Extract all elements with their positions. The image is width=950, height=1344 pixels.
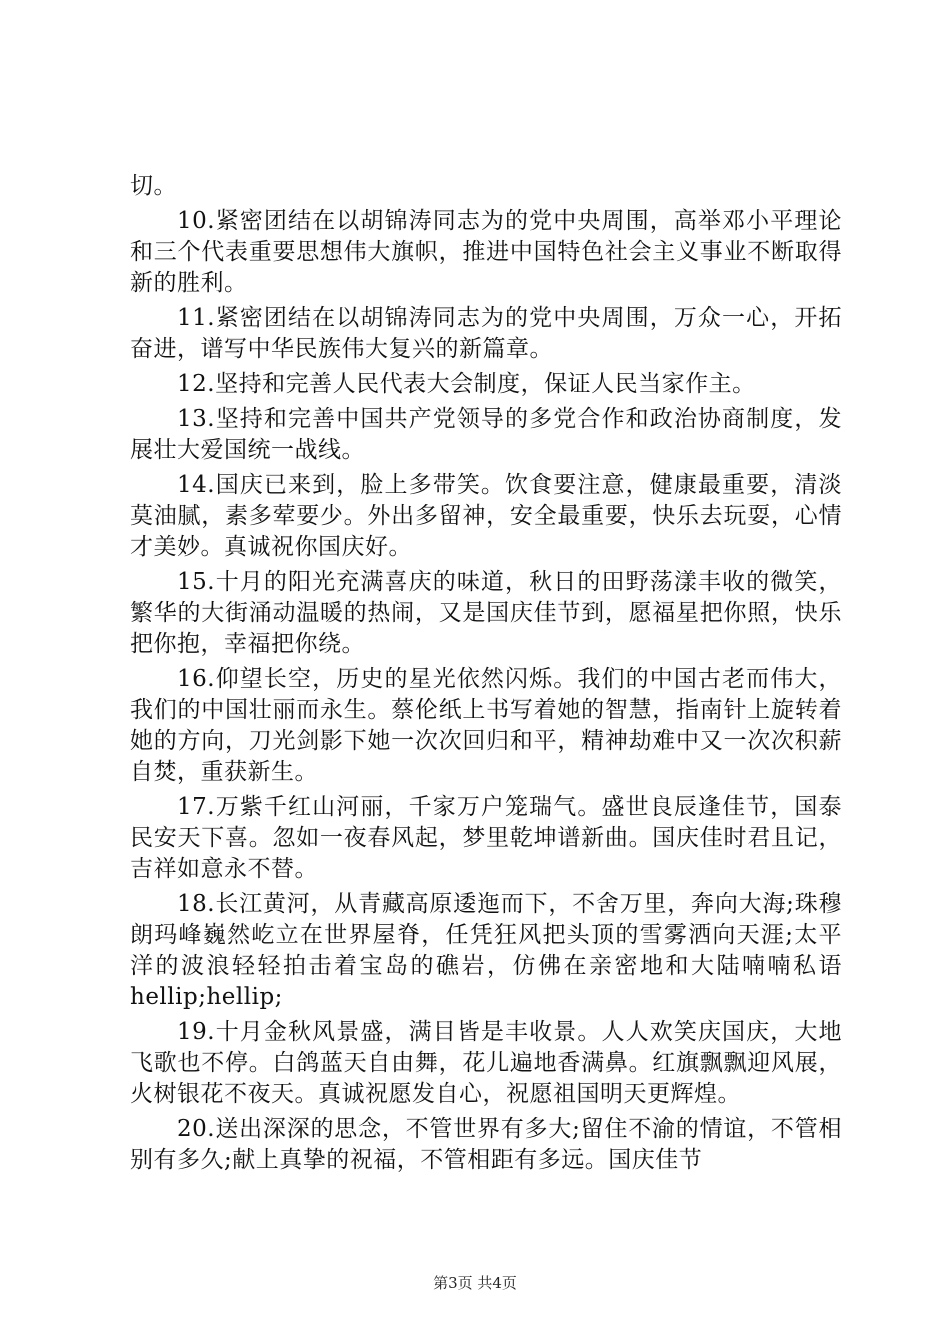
page-number: 第3页 共4页 [433, 1274, 517, 1292]
paragraph-19: 19.十月金秋风景盛，满目皆是丰收景。人人欢笑庆国庆，大地飞歌也不停。白鸽蓝天自由舞，花儿遍地香满鼻。红旗飘飘迎风展，火树银花不夜天。真诚祝愿发自心，祝愿祖国明天更辉煌。 [130, 1019, 842, 1107]
paragraph-continuation: 切。 [130, 173, 177, 199]
paragraph-16: 16.仰望长空，历史的星光依然闪烁。我们的中国古老而伟大，我们的中国壮丽而永生。蔡伦纸上书写着她的智慧，指南针上旋转着她的方向，刀光剑影下她一次次回归和平，精神劫难中又一次次积薪自焚，重获新生。 [130, 666, 842, 785]
body-text [130, 171, 842, 1176]
paragraph-13: 13.坚持和完善中国共产党领导的多党合作和政治协商制度，发展壮大爱国统一战线。 [130, 406, 842, 463]
paragraph-18: 18.长江黄河，从青藏高原逶迤而下，不舍万里，奔向大海;珠穆朗玛峰巍然屹立在世界屋脊，任凭狂风把头顶的雪雾洒向天涯;太平洋的波浪轻轻拍击着宝岛的礁岩，仿佛在亲密地和大陆喃喃私语hellip;hellip; [130, 891, 842, 1010]
paragraph-17: 17.万紫千红山河丽，千家万户笼瑞气。盛世良辰逢佳节，国泰民安天下喜。忽如一夜春风起，梦里乾坤谱新曲。国庆佳时君且记，吉祥如意永不替。 [130, 794, 842, 882]
page-footer [0, 1272, 950, 1293]
paragraph-12: 12.坚持和完善人民代表大会制度，保证人民当家作主。 [177, 371, 756, 397]
paragraph-11: 11.紧密团结在以胡锦涛同志为的党中央周围，万众一心，开拓奋进，谱写中华民族伟大复兴的新篇章。 [130, 305, 842, 362]
paragraph-15: 15.十月的阳光充满喜庆的味道，秋日的田野荡漾丰收的微笑，繁华的大街涌动温暖的热闹，又是国庆佳节到，愿福星把你照，快乐把你抱，幸福把你绕。 [130, 569, 842, 657]
paragraph-20: 20.送出深深的思念，不管世界有多大;留住不渝的情谊，不管相别有多久;献上真挚的祝福，不管相距有多远。国庆佳节 [130, 1116, 842, 1173]
paragraph-14: 14.国庆已来到，脸上多带笑。饮食要注意，健康最重要，清淡莫油腻，素多荤要少。外出多留神，安全最重要，快乐去玩耍，心情才美妙。真诚祝你国庆好。 [130, 472, 842, 560]
paragraph-10: 10.紧密团结在以胡锦涛同志为的党中央周围，高举邓小平理论和三个代表重要思想伟大旗帜，推进中国特色社会主义事业不断取得新的胜利。 [130, 208, 842, 296]
